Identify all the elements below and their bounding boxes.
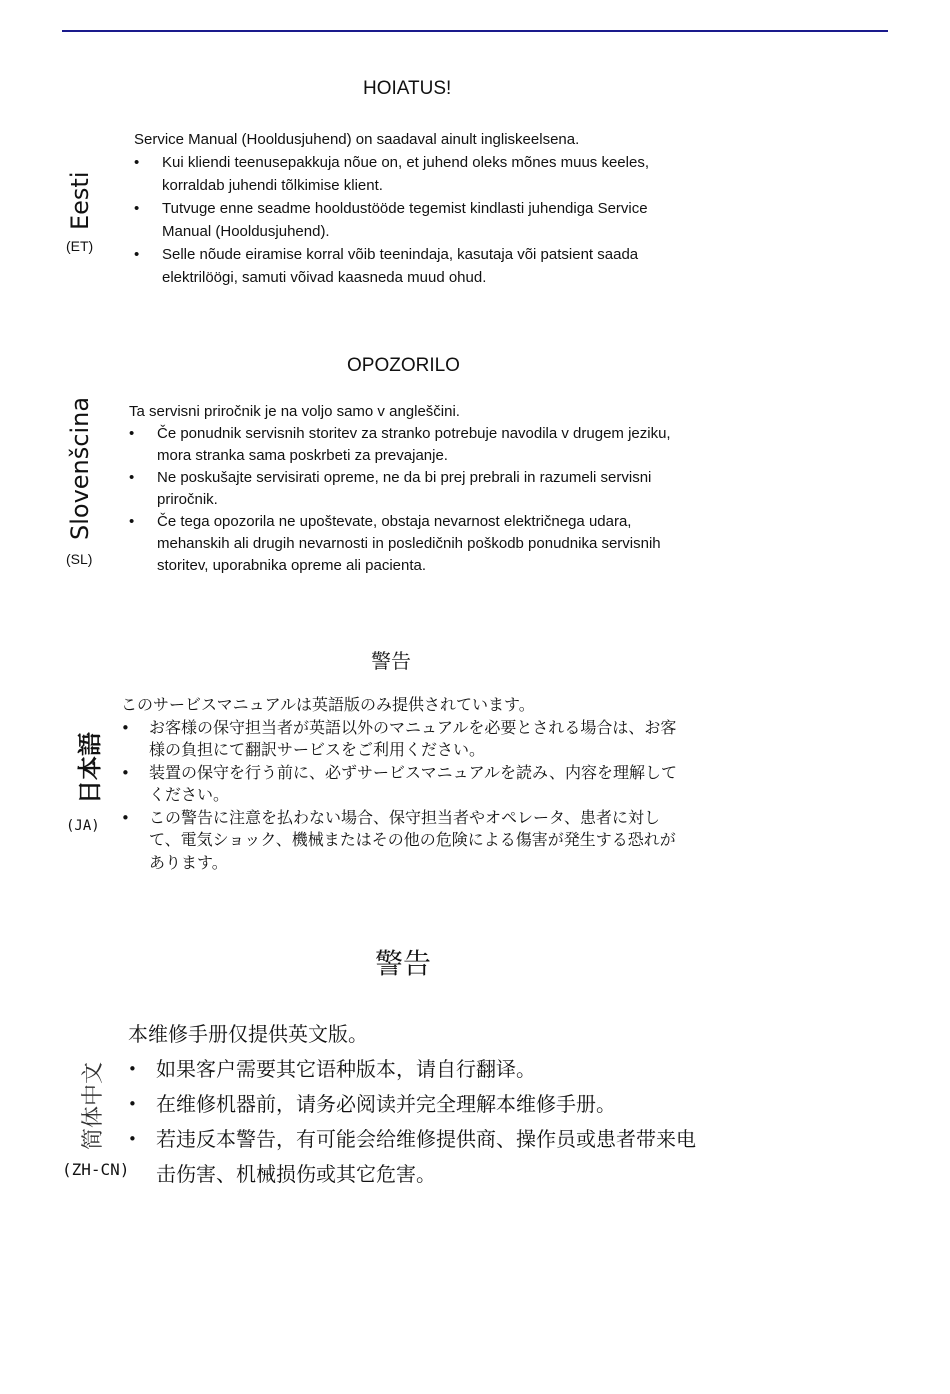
bullet-icon: •	[121, 763, 130, 782]
intro-text: このサービスマニュアルは英語版のみ提供されています。	[121, 695, 535, 714]
language-code: (SL)	[66, 551, 93, 567]
bullet-icon: •	[134, 246, 140, 263]
warning-body	[128, 1017, 698, 1192]
list-item	[121, 762, 681, 807]
item-text: Če tega opozorila ne upoštevate, obstaja nevarnost električnega udara, mehanskih ali drugih nevarnosti in posledičnih poškodb ponudnika servisnih storitev, uporabnika opreme ali pacienta.	[157, 513, 661, 574]
intro-text: Ta servisni priročnik je na voljo samo v angleščini.	[129, 403, 460, 420]
bullet-icon: •	[128, 1095, 137, 1113]
item-text: Ne poskušajte servisirati opreme, ne da bi prej prebrali in razumeli servisni priročnik.	[157, 469, 652, 508]
list-item	[121, 807, 681, 875]
bullet-icon: •	[129, 469, 135, 486]
warning-heading: OPOZORILO	[347, 355, 460, 376]
bullet-icon: •	[134, 154, 140, 171]
language-label: Slovenšcina	[66, 396, 94, 540]
warning-heading: 警告	[375, 947, 432, 980]
item-text: この警告に注意を払わない場合、保守担当者やオペレータ、患者に対して、電気ショック、機械またはその他の危険による傷害が発生する恐れがあります。	[149, 807, 676, 872]
language-label: 日本語	[76, 732, 104, 804]
warning-list	[121, 717, 681, 875]
top-rule	[62, 30, 888, 32]
warning-body	[129, 401, 689, 577]
item-text: 装置の保守を行う前に、必ずサービスマニュアルを読み、内容を理解してください。	[149, 762, 678, 804]
list-item	[129, 467, 689, 511]
language-label: 简体中文	[81, 1061, 106, 1150]
item-text: Kui kliendi teenusepakkuja nõue on, et juhend oleks mõnes muus keeles, korraldab juhendi tõlkimise klient.	[162, 154, 649, 194]
bullet-icon: •	[128, 1060, 137, 1078]
list-item	[129, 423, 689, 467]
bullet-icon: •	[121, 718, 130, 737]
language-label: Eesti	[66, 171, 94, 230]
bullet-icon: •	[129, 513, 135, 530]
language-code: (ET)	[66, 238, 94, 254]
list-item	[134, 243, 694, 289]
warning-body	[134, 128, 694, 289]
list-item	[128, 1087, 698, 1122]
list-item	[128, 1052, 698, 1087]
warning-heading: 警告	[371, 649, 411, 673]
language-code: (JA)	[66, 818, 100, 834]
warning-list	[128, 1052, 698, 1192]
list-item	[134, 151, 694, 197]
language-code: (ZH-CN)	[62, 1160, 130, 1179]
list-item	[121, 717, 681, 762]
intro-text: 本维修手册仅提供英文版。	[128, 1022, 368, 1046]
warning-list	[134, 151, 694, 289]
intro-text: Service Manual (Hooldusjuhend) on saadaval ainult ingliskeelsena.	[134, 131, 580, 148]
item-text: 在维修机器前，请务必阅读并完全理解本维修手册。	[156, 1092, 616, 1116]
warning-heading: HOIATUS!	[363, 78, 452, 99]
bullet-icon: •	[129, 425, 135, 442]
item-text: Tutvuge enne seadme hooldustööde tegemist kindlasti juhendiga Service Manual (Hooldusjuhend).	[162, 200, 648, 240]
item-text: Selle nõude eiramise korral võib teenindaja, kasutaja või patsient saada elektrilöögi, samuti võivad kaasneda muud ohud.	[162, 246, 639, 286]
list-item	[128, 1122, 698, 1192]
list-item	[134, 197, 694, 243]
warning-body	[121, 694, 681, 874]
item-text: 如果客户需要其它语种版本，请自行翻译。	[156, 1057, 536, 1081]
item-text: Če ponudnik servisnih storitev za stranko potrebuje navodila v drugem jeziku, mora stranka sama poskrbeti za prevajanje.	[157, 425, 671, 464]
item-text: お客様の保守担当者が英語以外のマニュアルを必要とされる場合は、お客様の負担にて翻訳サービスをご利用ください。	[149, 717, 677, 759]
bullet-icon: •	[134, 200, 140, 217]
warning-list	[129, 423, 689, 577]
item-text: 若违反本警告，有可能会给维修提供商、操作员或患者带来电击伤害、机械损伤或其它危害。	[156, 1127, 696, 1186]
bullet-icon: •	[128, 1130, 137, 1148]
list-item	[129, 511, 689, 577]
bullet-icon: •	[121, 808, 130, 827]
